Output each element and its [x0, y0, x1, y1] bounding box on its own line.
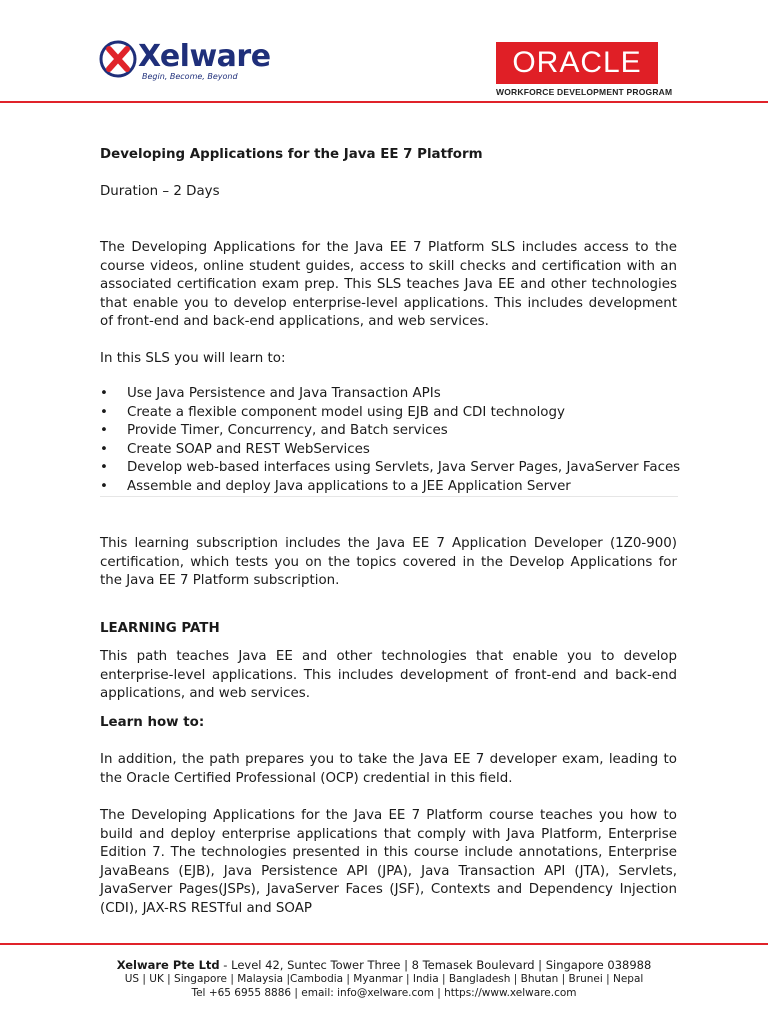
oracle-program-subtitle: WORKFORCE DEVELOPMENT PROGRAM	[496, 87, 673, 97]
footer-divider	[0, 943, 768, 945]
course-title: Developing Applications for the Java EE 7 Platform	[100, 147, 483, 162]
course-duration: Duration – 2 Days	[100, 184, 220, 199]
list-item-text: Create SOAP and REST WebServices	[127, 441, 370, 457]
bullet-icon: •	[100, 423, 108, 439]
page-header	[0, 0, 768, 104]
exam-paragraph: In addition, the path prepares you to take the Java EE 7 developer exam, leading to the Oracle Certified Professional (OCP) credential in this field.	[100, 752, 677, 786]
list-item	[100, 404, 677, 423]
footer-countries: US | UK | Singapore | Malaysia |Cambodia | Myanmar | India | Bangladesh | Bhutan | Brunei | Nepal	[124, 973, 644, 985]
oracle-logo-text: ORACLE	[512, 46, 642, 79]
xelware-logo-text: Xelware	[138, 39, 271, 74]
list-item-text: Develop web-based interfaces using Servlets, Java Server Pages, JavaServer Faces	[127, 460, 681, 476]
list-item-text: Create a flexible component model using EJB and CDI technology	[127, 404, 565, 420]
list-item	[100, 422, 677, 441]
bullet-icon: •	[100, 404, 108, 420]
footer-address: - Level 42, Suntec Tower Three | 8 Temasek Boulevard | Singapore 038988	[219, 958, 652, 972]
page-footer	[0, 958, 768, 1000]
footer-address-line	[0, 958, 768, 972]
objective-list	[100, 385, 681, 497]
header-divider	[0, 101, 768, 103]
list-item	[100, 385, 677, 404]
subscription-paragraph: This learning subscription includes the Java EE 7 Application Developer (1Z0-900) certification, which tests you on the topics covered in the Develop Applications for the Java EE 7 Platform subscription.	[100, 536, 677, 588]
footer-company: Xelware Pte Ltd	[116, 958, 220, 972]
intro-paragraph: The Developing Applications for the Java EE 7 Platform SLS includes access to the course videos, online student guides, access to skill checks and certification with an associated certification exam prep. This SLS teaches Java EE and other technologies that enable you to develop enterprise-level applications. This includes development of front-end and back-end applications, and web services.	[100, 240, 677, 329]
learn-how-heading: Learn how to:	[100, 715, 205, 730]
bullet-icon: •	[100, 441, 108, 457]
bullet-icon: •	[100, 460, 108, 476]
list-item	[100, 478, 677, 497]
bullet-icon: •	[100, 478, 108, 494]
oracle-logo	[496, 42, 658, 84]
learning-path-paragraph: This path teaches Java EE and other technologies that enable you to develop enterprise-level applications. This includes development of front-end and back-end applications, and web services.	[100, 649, 677, 701]
list-divider	[100, 496, 678, 497]
list-item	[100, 459, 681, 478]
learning-path-heading: LEARNING PATH	[100, 621, 220, 636]
list-item-text: Use Java Persistence and Java Transaction APIs	[127, 386, 441, 401]
xelware-x-icon	[98, 39, 138, 79]
learn-heading: In this SLS you will learn to:	[100, 351, 286, 366]
xelware-tagline: Begin, Become, Beyond	[142, 72, 238, 81]
list-item-text: Provide Timer, Concurrency, and Batch services	[127, 423, 448, 439]
footer-contact: Tel +65 6955 8886 | email: info@xelware.com | https://www.xelware.com	[191, 987, 577, 999]
xelware-logo	[98, 37, 271, 87]
list-item-text: Assemble and deploy Java applications to a JEE Application Server	[127, 478, 571, 494]
bullet-icon: •	[100, 386, 108, 401]
list-item	[100, 441, 677, 460]
course-description-paragraph: The Developing Applications for the Java EE 7 Platform course teaches you how to build and deploy enterprise applications that comply with Java Platform, Enterprise Edition 7. The technologies presented in this course include annotations, Enterprise JavaBeans (EJB), Java Persistence API (JPA), Java Transaction API (JTA), Servlets, JavaServer Pages(JSPs), JavaServer Faces (JSF), Contexts and Dependency Injection (CDI), JAX-RS RESTful and SOAP	[100, 808, 677, 916]
